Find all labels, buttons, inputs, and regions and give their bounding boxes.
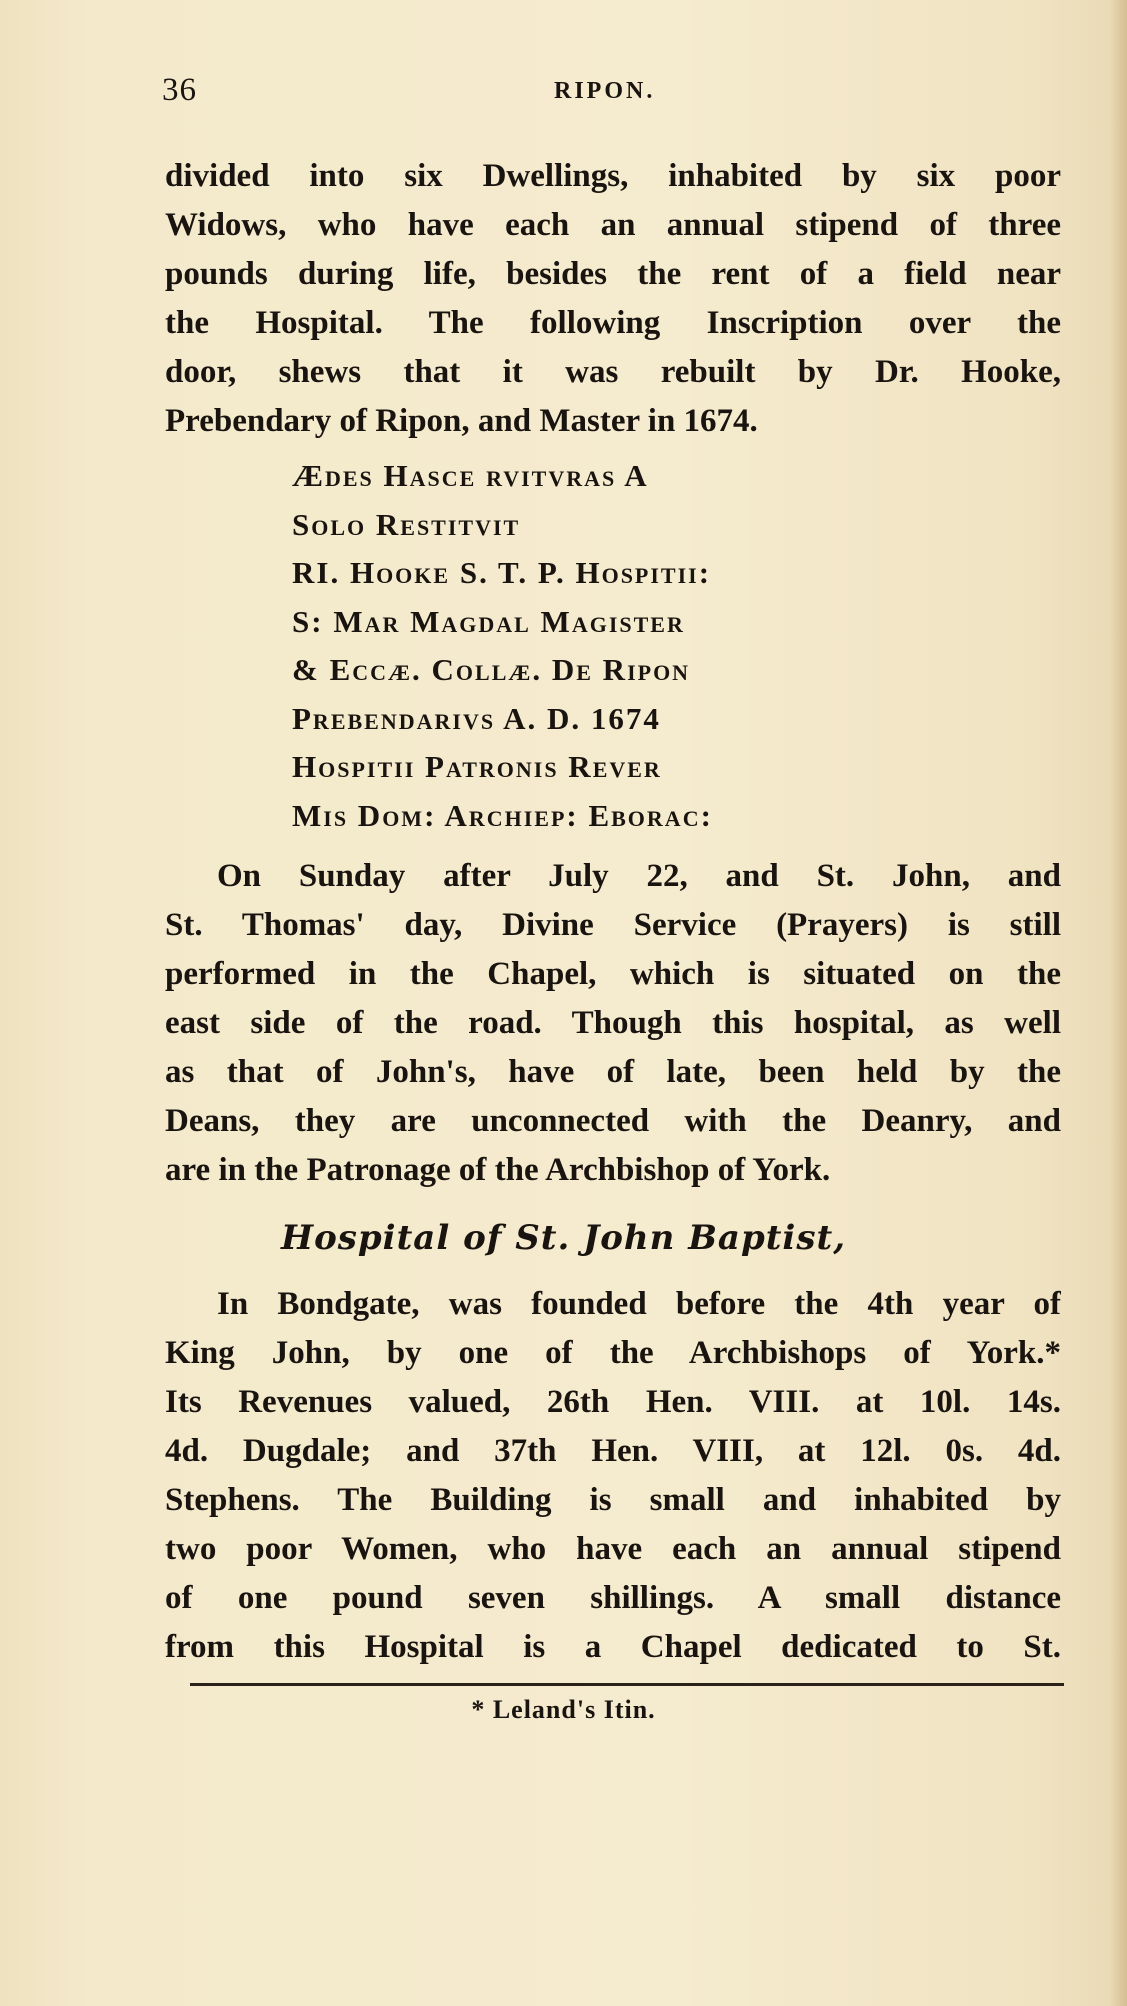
running-head: RIPON. <box>554 78 656 104</box>
text-line: east side of the road. Though this hospital, as well <box>165 1005 1061 1041</box>
inscription-line: Mis Dom: Archiep: Eborac: <box>292 797 713 833</box>
text-line: two poor Women, who have each an annual stipend <box>165 1531 1061 1567</box>
text-line: from this Hospital is a Chapel dedicated to St. <box>165 1629 1061 1665</box>
text-line: the Hospital. The following Inscription over the <box>165 305 1061 341</box>
inscription-line: RI. Hooke S. T. P. Hospitii: <box>292 555 712 590</box>
text-line: of one pound seven shillings. A small distance <box>165 1580 1061 1616</box>
text-line: On Sunday after July 22, and St. John, and <box>217 858 1061 894</box>
paragraph-1 <box>165 152 1061 446</box>
text-line: Deans, they are unconnected with the Deanry, and <box>165 1103 1061 1139</box>
footnote: * Leland's Itin. <box>471 1695 656 1724</box>
inscription-line: & Eccæ. Collæ. De Ripon <box>292 652 691 687</box>
text-line: door, shews that it was rebuilt by Dr. Hooke, <box>165 354 1061 390</box>
text-line: performed in the Chapel, which is situated on the <box>165 956 1061 992</box>
text-line: King John, by one of the Archbishops of York.* <box>165 1335 1061 1371</box>
text-line: as that of John's, have of late, been held by the <box>165 1054 1061 1090</box>
text-line: are in the Patronage of the Archbishop of York. <box>165 1152 831 1188</box>
paragraph-2 <box>165 852 1061 1195</box>
inscription-line: S: Mar Magdal Magister <box>292 603 685 639</box>
text-line: Stephens. The Building is small and inhabited by <box>165 1482 1061 1518</box>
text-line: Widows, who have each an annual stipend of three <box>165 207 1061 243</box>
text-line: In Bondgate, was founded before the 4th year of <box>217 1286 1061 1322</box>
inscription-line: Solo Restitvit <box>292 506 521 542</box>
inscription-line: Prebendarivs A. D. 1674 <box>292 700 661 736</box>
text-line: 4d. Dugdale; and 37th Hen. VIII, at 12l. 0s. 4d. <box>165 1433 1061 1469</box>
footnote-divider <box>190 1683 1064 1686</box>
inscription-line: Hospitii Patronis Rever <box>292 749 662 784</box>
latin-inscription <box>292 452 932 840</box>
text-line: Its Revenues valued, 26th Hen. VIII. at 10l. 14s. <box>165 1384 1061 1420</box>
page-header <box>162 68 1062 118</box>
text-line: St. Thomas' day, Divine Service (Prayers) is still <box>165 907 1061 943</box>
text-line: pounds during life, besides the rent of a field near <box>165 256 1061 292</box>
text-line: Prebendary of Ripon, and Master in 1674. <box>165 403 758 439</box>
page-number: 36 <box>162 72 197 108</box>
paragraph-3 <box>165 1280 1061 1672</box>
section-heading: Hospital of St. John Baptist, <box>280 1218 847 1258</box>
text-line: divided into six Dwellings, inhabited by six poor <box>165 158 1061 194</box>
inscription-line: Ædes Hasce rvitvras A <box>292 458 649 493</box>
